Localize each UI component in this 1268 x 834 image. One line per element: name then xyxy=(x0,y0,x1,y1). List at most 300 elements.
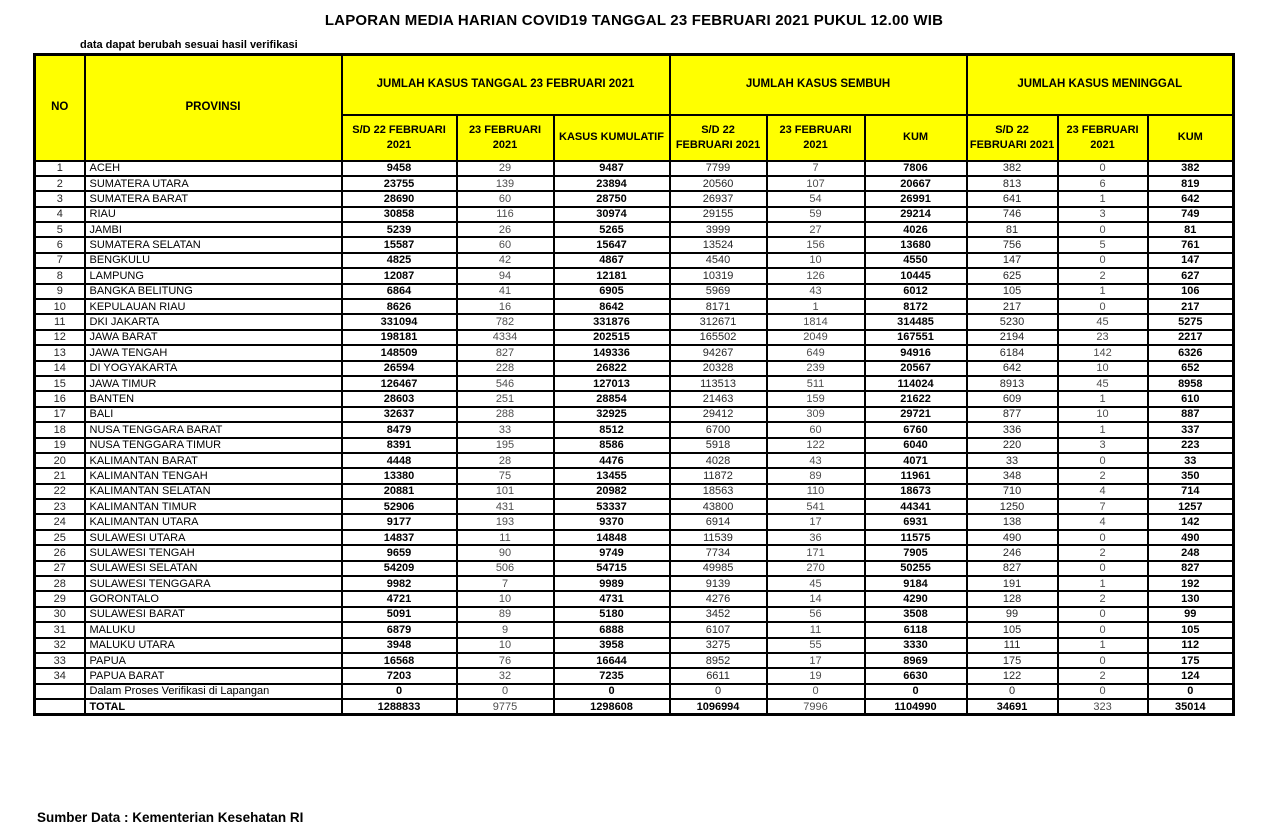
cell-value: 15647 xyxy=(554,237,670,252)
cell-province: DI YOGYAKARTA xyxy=(85,361,342,376)
cell-value: 32637 xyxy=(342,407,457,422)
cell-value: 6611 xyxy=(670,668,767,683)
cell-value: 45 xyxy=(767,576,865,591)
cell-value: 887 xyxy=(1148,407,1234,422)
cell-value: 2 xyxy=(1058,668,1148,683)
cell-value: 17 xyxy=(767,514,865,529)
cell-value: 7806 xyxy=(865,161,967,176)
total-row xyxy=(35,699,1234,714)
cell-value: 6012 xyxy=(865,284,967,299)
cell-value: 60 xyxy=(457,191,554,206)
cell-value: 546 xyxy=(457,376,554,391)
table-row xyxy=(35,514,1234,529)
cell-value: 7905 xyxy=(865,545,967,560)
cell-value: 0 xyxy=(865,684,967,699)
cell-value: 49985 xyxy=(670,561,767,576)
cell-value: 147 xyxy=(1148,253,1234,268)
cell-value: 139 xyxy=(457,176,554,191)
cell-no: 23 xyxy=(35,499,85,514)
cell-value: 0 xyxy=(1058,561,1148,576)
cell-value: 12087 xyxy=(342,268,457,283)
cell-province: TOTAL xyxy=(85,699,342,714)
cell-value: 4026 xyxy=(865,222,967,237)
table-row xyxy=(35,545,1234,560)
cell-value: 128 xyxy=(967,591,1058,606)
cell-value: 101 xyxy=(457,484,554,499)
table-row xyxy=(35,468,1234,483)
cell-value: 490 xyxy=(967,530,1058,545)
cell-value: 34691 xyxy=(967,699,1058,714)
cell-value: 7 xyxy=(1058,499,1148,514)
cell-value: 761 xyxy=(1148,237,1234,252)
cell-value: 75 xyxy=(457,468,554,483)
cell-value: 147 xyxy=(967,253,1058,268)
cell-value: 18673 xyxy=(865,484,967,499)
cell-value: 649 xyxy=(767,345,865,360)
cell-value: 348 xyxy=(967,468,1058,483)
cell-value: 610 xyxy=(1148,391,1234,406)
cell-value: 0 xyxy=(554,684,670,699)
cell-value: 42 xyxy=(457,253,554,268)
cell-value: 6931 xyxy=(865,514,967,529)
cell-value: 4476 xyxy=(554,453,670,468)
cell-value: 323 xyxy=(1058,699,1148,714)
cell-no: 22 xyxy=(35,484,85,499)
table-header xyxy=(35,55,1234,161)
cell-value: 827 xyxy=(1148,561,1234,576)
cell-value: 9775 xyxy=(457,699,554,714)
cell-value: 3948 xyxy=(342,638,457,653)
cell-value: 122 xyxy=(967,668,1058,683)
cell-value: 1814 xyxy=(767,314,865,329)
cell-value: 9659 xyxy=(342,545,457,560)
cell-value: 9 xyxy=(457,622,554,637)
cell-value: 10 xyxy=(1058,361,1148,376)
cell-value: 331094 xyxy=(342,314,457,329)
cell-value: 756 xyxy=(967,237,1058,252)
cell-value: 5180 xyxy=(554,607,670,622)
cell-value: 270 xyxy=(767,561,865,576)
covid-report-table xyxy=(33,53,1235,716)
cell-no: 10 xyxy=(35,299,85,314)
cell-value: 29721 xyxy=(865,407,967,422)
cell-value: 9139 xyxy=(670,576,767,591)
cell-value: 122 xyxy=(767,438,865,453)
cell-value: 36 xyxy=(767,530,865,545)
cell-province: KEPULAUAN RIAU xyxy=(85,299,342,314)
verification-row xyxy=(35,684,1234,699)
cell-province: BANGKA BELITUNG xyxy=(85,284,342,299)
cell-value: 10 xyxy=(767,253,865,268)
cell-value: 81 xyxy=(967,222,1058,237)
cell-no: 21 xyxy=(35,468,85,483)
cell-province: SULAWESI SELATAN xyxy=(85,561,342,576)
cell-value: 26 xyxy=(457,222,554,237)
cell-value: 59 xyxy=(767,207,865,222)
cell-value: 6326 xyxy=(1148,345,1234,360)
cell-value: 6040 xyxy=(865,438,967,453)
cell-no: 18 xyxy=(35,422,85,437)
cell-value: 26594 xyxy=(342,361,457,376)
table-row xyxy=(35,422,1234,437)
cell-value: 6888 xyxy=(554,622,670,637)
cell-province: JAWA TIMUR xyxy=(85,376,342,391)
cell-no: 17 xyxy=(35,407,85,422)
cell-value: 142 xyxy=(1148,514,1234,529)
cell-no: 7 xyxy=(35,253,85,268)
cell-value: 4550 xyxy=(865,253,967,268)
cell-no: 3 xyxy=(35,191,85,206)
header-group-meninggal: JUMLAH KASUS MENINGGAL xyxy=(967,55,1234,115)
cell-no: 6 xyxy=(35,237,85,252)
cell-no: 29 xyxy=(35,591,85,606)
cell-province: KALIMANTAN TENGAH xyxy=(85,468,342,483)
cell-value: 43 xyxy=(767,453,865,468)
cell-value: 5918 xyxy=(670,438,767,453)
table-row xyxy=(35,299,1234,314)
cell-value: 148509 xyxy=(342,345,457,360)
cell-value: 2194 xyxy=(967,330,1058,345)
cell-value: 8479 xyxy=(342,422,457,437)
cell-value: 33 xyxy=(1148,453,1234,468)
table-row xyxy=(35,391,1234,406)
cell-value: 28603 xyxy=(342,391,457,406)
table-row xyxy=(35,268,1234,283)
cell-province: NUSA TENGGARA BARAT xyxy=(85,422,342,437)
cell-value: 246 xyxy=(967,545,1058,560)
cell-value: 0 xyxy=(670,684,767,699)
cell-value: 23 xyxy=(1058,330,1148,345)
cell-value: 6118 xyxy=(865,622,967,637)
table-row xyxy=(35,191,1234,206)
cell-province: SUMATERA SELATAN xyxy=(85,237,342,252)
cell-value: 55 xyxy=(767,638,865,653)
cell-value: 1 xyxy=(1058,284,1148,299)
cell-value: 89 xyxy=(457,607,554,622)
cell-value: 641 xyxy=(967,191,1058,206)
cell-value: 2217 xyxy=(1148,330,1234,345)
table-row xyxy=(35,284,1234,299)
cell-value: 127013 xyxy=(554,376,670,391)
cell-value: 6879 xyxy=(342,622,457,637)
cell-value: 8642 xyxy=(554,299,670,314)
cell-value: 819 xyxy=(1148,176,1234,191)
cell-no: 15 xyxy=(35,376,85,391)
cell-value: 1 xyxy=(1058,191,1148,206)
cell-value: 0 xyxy=(1058,453,1148,468)
table-row xyxy=(35,222,1234,237)
cell-value: 350 xyxy=(1148,468,1234,483)
cell-no: 27 xyxy=(35,561,85,576)
cell-value: 813 xyxy=(967,176,1058,191)
cell-value: 89 xyxy=(767,468,865,483)
cell-value: 1250 xyxy=(967,499,1058,514)
cell-value: 28 xyxy=(457,453,554,468)
cell-value: 10 xyxy=(457,638,554,653)
cell-value: 54715 xyxy=(554,561,670,576)
cell-value: 1104990 xyxy=(865,699,967,714)
cell-value: 8172 xyxy=(865,299,967,314)
cell-value: 877 xyxy=(967,407,1058,422)
cell-value: 111 xyxy=(967,638,1058,653)
cell-value: 26937 xyxy=(670,191,767,206)
cell-value: 220 xyxy=(967,438,1058,453)
table-row xyxy=(35,361,1234,376)
cell-value: 28690 xyxy=(342,191,457,206)
cell-value: 627 xyxy=(1148,268,1234,283)
cell-value: 29214 xyxy=(865,207,967,222)
table-row xyxy=(35,237,1234,252)
cell-value: 7235 xyxy=(554,668,670,683)
cell-value: 4028 xyxy=(670,453,767,468)
cell-value: 60 xyxy=(767,422,865,437)
table-row xyxy=(35,561,1234,576)
cell-value: 10 xyxy=(1058,407,1148,422)
cell-value: 26822 xyxy=(554,361,670,376)
cell-value: 112 xyxy=(1148,638,1234,653)
header-no: NO xyxy=(35,55,85,161)
cell-value: 29 xyxy=(457,161,554,176)
cell-value: 336 xyxy=(967,422,1058,437)
cell-value: 0 xyxy=(1058,622,1148,637)
cell-value: 193 xyxy=(457,514,554,529)
table-row xyxy=(35,607,1234,622)
cell-province: RIAU xyxy=(85,207,342,222)
cell-value: 32925 xyxy=(554,407,670,422)
table-row xyxy=(35,176,1234,191)
cell-value: 9982 xyxy=(342,576,457,591)
cell-no: 19 xyxy=(35,438,85,453)
cell-value: 41 xyxy=(457,284,554,299)
cell-no: 30 xyxy=(35,607,85,622)
cell-no: 32 xyxy=(35,638,85,653)
cell-value: 5091 xyxy=(342,607,457,622)
cell-value: 217 xyxy=(1148,299,1234,314)
cell-value: 652 xyxy=(1148,361,1234,376)
cell-province: MALUKU UTARA xyxy=(85,638,342,653)
cell-value: 4290 xyxy=(865,591,967,606)
cell-value: 490 xyxy=(1148,530,1234,545)
cell-value: 27 xyxy=(767,222,865,237)
cell-value: 13380 xyxy=(342,468,457,483)
cell-value: 309 xyxy=(767,407,865,422)
cell-value: 5275 xyxy=(1148,314,1234,329)
cell-value: 4731 xyxy=(554,591,670,606)
cell-value: 14 xyxy=(767,591,865,606)
cell-value: 1 xyxy=(767,299,865,314)
cell-province: JAMBI xyxy=(85,222,342,237)
cell-value: 192 xyxy=(1148,576,1234,591)
table-row xyxy=(35,345,1234,360)
cell-value: 0 xyxy=(1058,222,1148,237)
cell-value: 6630 xyxy=(865,668,967,683)
cell-value: 114024 xyxy=(865,376,967,391)
cell-value: 0 xyxy=(767,684,865,699)
cell-value: 6760 xyxy=(865,422,967,437)
cell-value: 3508 xyxy=(865,607,967,622)
cell-value: 4540 xyxy=(670,253,767,268)
cell-no: 24 xyxy=(35,514,85,529)
cell-value: 746 xyxy=(967,207,1058,222)
cell-value: 11 xyxy=(457,530,554,545)
cell-value: 337 xyxy=(1148,422,1234,437)
cell-value: 16568 xyxy=(342,653,457,668)
cell-value: 4867 xyxy=(554,253,670,268)
cell-value: 8952 xyxy=(670,653,767,668)
cell-value: 541 xyxy=(767,499,865,514)
cell-value: 99 xyxy=(1148,607,1234,622)
cell-value: 6864 xyxy=(342,284,457,299)
cell-value: 20667 xyxy=(865,176,967,191)
cell-value: 3330 xyxy=(865,638,967,653)
cell-value: 159 xyxy=(767,391,865,406)
table-row xyxy=(35,161,1234,176)
table-row xyxy=(35,484,1234,499)
cell-value: 124 xyxy=(1148,668,1234,683)
cell-value: 9370 xyxy=(554,514,670,529)
cell-value: 156 xyxy=(767,237,865,252)
cell-value: 56 xyxy=(767,607,865,622)
cell-province: BENGKULU xyxy=(85,253,342,268)
cell-value: 9989 xyxy=(554,576,670,591)
cell-no: 33 xyxy=(35,653,85,668)
cell-value: 8512 xyxy=(554,422,670,437)
cell-value: 1288833 xyxy=(342,699,457,714)
cell-value: 4825 xyxy=(342,253,457,268)
cell-value: 0 xyxy=(1058,253,1148,268)
header-kasus-23feb: 23 FEBRUARI 2021 xyxy=(457,115,554,161)
cell-province: LAMPUNG xyxy=(85,268,342,283)
cell-value: 0 xyxy=(967,684,1058,699)
cell-value: 21622 xyxy=(865,391,967,406)
cell-value: 382 xyxy=(1148,161,1234,176)
cell-value: 251 xyxy=(457,391,554,406)
cell-value: 81 xyxy=(1148,222,1234,237)
cell-value: 5230 xyxy=(967,314,1058,329)
cell-value: 710 xyxy=(967,484,1058,499)
cell-value: 625 xyxy=(967,268,1058,283)
cell-value: 171 xyxy=(767,545,865,560)
cell-value: 60 xyxy=(457,237,554,252)
cell-value: 165502 xyxy=(670,330,767,345)
cell-value: 76 xyxy=(457,653,554,668)
cell-value: 3 xyxy=(1058,438,1148,453)
cell-value: 5265 xyxy=(554,222,670,237)
cell-value: 8171 xyxy=(670,299,767,314)
cell-value: 1 xyxy=(1058,576,1148,591)
cell-no: 2 xyxy=(35,176,85,191)
cell-value: 94916 xyxy=(865,345,967,360)
cell-province: PAPUA BARAT xyxy=(85,668,342,683)
cell-value: 33 xyxy=(967,453,1058,468)
cell-value: 16644 xyxy=(554,653,670,668)
cell-value: 110 xyxy=(767,484,865,499)
cell-value: 8913 xyxy=(967,376,1058,391)
cell-value: 288 xyxy=(457,407,554,422)
cell-province: SULAWESI TENGAH xyxy=(85,545,342,560)
table-body xyxy=(35,161,1234,715)
cell-value: 94 xyxy=(457,268,554,283)
cell-value: 749 xyxy=(1148,207,1234,222)
cell-value: 314485 xyxy=(865,314,967,329)
header-group-kasus: JUMLAH KASUS TANGGAL 23 FEBRUARI 2021 xyxy=(342,55,670,115)
cell-value: 105 xyxy=(967,622,1058,637)
cell-province: KALIMANTAN TIMUR xyxy=(85,499,342,514)
cell-value: 248 xyxy=(1148,545,1234,560)
cell-value: 116 xyxy=(457,207,554,222)
cell-value: 14848 xyxy=(554,530,670,545)
header-meninggal-23feb: 23 FEBRUARI 2021 xyxy=(1058,115,1148,161)
header-provinsi: PROVINSI xyxy=(85,55,342,161)
cell-value: 0 xyxy=(1058,299,1148,314)
cell-value: 4 xyxy=(1058,514,1148,529)
cell-value: 13455 xyxy=(554,468,670,483)
table-row xyxy=(35,376,1234,391)
cell-value: 827 xyxy=(457,345,554,360)
cell-value: 45 xyxy=(1058,314,1148,329)
header-meninggal-kum: KUM xyxy=(1148,115,1234,161)
cell-value: 35014 xyxy=(1148,699,1234,714)
cell-no: 16 xyxy=(35,391,85,406)
cell-value: 331876 xyxy=(554,314,670,329)
cell-value: 8626 xyxy=(342,299,457,314)
cell-province: ACEH xyxy=(85,161,342,176)
table-row xyxy=(35,453,1234,468)
cell-value: 8391 xyxy=(342,438,457,453)
cell-value: 1096994 xyxy=(670,699,767,714)
cell-value: 90 xyxy=(457,545,554,560)
cell-value: 4276 xyxy=(670,591,767,606)
cell-province: KALIMANTAN UTARA xyxy=(85,514,342,529)
cell-value: 15587 xyxy=(342,237,457,252)
cell-province: BANTEN xyxy=(85,391,342,406)
cell-value: 20560 xyxy=(670,176,767,191)
cell-value: 4334 xyxy=(457,330,554,345)
cell-value: 14837 xyxy=(342,530,457,545)
cell-value: 167551 xyxy=(865,330,967,345)
cell-value: 32 xyxy=(457,668,554,683)
cell-value: 191 xyxy=(967,576,1058,591)
cell-value: 7 xyxy=(767,161,865,176)
cell-value: 511 xyxy=(767,376,865,391)
cell-value: 228 xyxy=(457,361,554,376)
cell-value: 13524 xyxy=(670,237,767,252)
cell-value: 126 xyxy=(767,268,865,283)
cell-value: 5969 xyxy=(670,284,767,299)
cell-value: 30974 xyxy=(554,207,670,222)
cell-value: 175 xyxy=(1148,653,1234,668)
data-source: Sumber Data : Kementerian Kesehatan RI xyxy=(37,810,304,825)
cell-value: 23755 xyxy=(342,176,457,191)
cell-no xyxy=(35,699,85,714)
table-row xyxy=(35,668,1234,683)
cell-value: 6700 xyxy=(670,422,767,437)
cell-province: Dalam Proses Verifikasi di Lapangan xyxy=(85,684,342,699)
cell-value: 642 xyxy=(967,361,1058,376)
cell-no: 1 xyxy=(35,161,85,176)
cell-value: 20881 xyxy=(342,484,457,499)
header-sembuh-23feb: 23 FEBRUARI 2021 xyxy=(767,115,865,161)
cell-value: 7996 xyxy=(767,699,865,714)
cell-value: 45 xyxy=(1058,376,1148,391)
cell-value: 11 xyxy=(767,622,865,637)
cell-value: 2 xyxy=(1058,591,1148,606)
cell-province: KALIMANTAN SELATAN xyxy=(85,484,342,499)
cell-value: 9487 xyxy=(554,161,670,176)
header-group-sembuh: JUMLAH KASUS SEMBUH xyxy=(670,55,967,115)
verification-note: data dapat berubah sesuai hasil verifikasi xyxy=(80,39,298,51)
table-row xyxy=(35,330,1234,345)
